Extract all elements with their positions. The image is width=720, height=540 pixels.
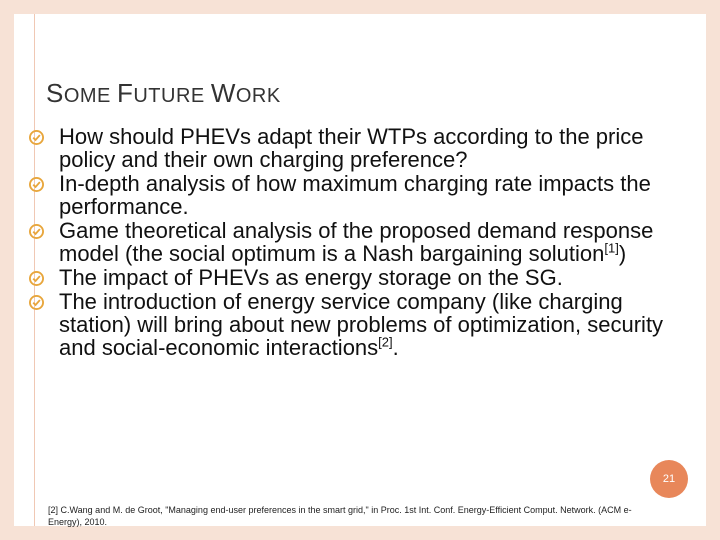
page-number-badge: 21 (650, 460, 688, 498)
bullet-text: The impact of PHEVs as energy storage on the SG. (59, 265, 563, 290)
bullet-item (26, 266, 686, 289)
title-initial-w: W (210, 78, 236, 108)
title-initial-s: S (46, 78, 64, 108)
bullet-text: In-depth analysis of how maximum charging rate impacts the performance. (59, 171, 651, 219)
title-word-work: ORK (235, 85, 281, 107)
citation-ref: [2] (378, 334, 393, 350)
checkbox-check-icon (29, 177, 44, 192)
bullet-text: The introduction of energy service company (like charging station) will bring about new problems of optimization, security and social-economic interactions (59, 289, 664, 360)
title-initial-f: F (116, 78, 134, 108)
bullet-tail: . (392, 335, 399, 360)
bullet-item (26, 172, 686, 218)
bullet-item (26, 219, 686, 265)
bullet-list (26, 125, 686, 360)
slide-title (46, 78, 281, 109)
bullet-item (26, 290, 686, 359)
slide (14, 14, 706, 526)
checkbox-check-icon (29, 271, 44, 286)
footnote: [2] C.Wang and M. de Groot, "Managing end-user preferences in the smart grid," in Proc. 1st Int. Conf. Energy-Efficient Comput. Network. (ACM e-Energy), 2010. (48, 505, 632, 527)
bullet-item (26, 125, 686, 171)
bullet-text: How should PHEVs adapt their WTPs according to the price policy and their own charging preference? (59, 124, 644, 172)
bullet-text: Game theoretical analysis of the proposed demand response model (the social optimum is a Nash bargaining solution (59, 218, 654, 266)
bullet-tail: ) (618, 241, 627, 266)
citation-ref: [1] (604, 240, 619, 256)
title-word-some: OME (63, 85, 117, 107)
title-word-future: UTURE (133, 85, 211, 107)
checkbox-check-icon (29, 295, 44, 310)
checkbox-check-icon (29, 130, 44, 145)
checkbox-check-icon (29, 224, 44, 239)
